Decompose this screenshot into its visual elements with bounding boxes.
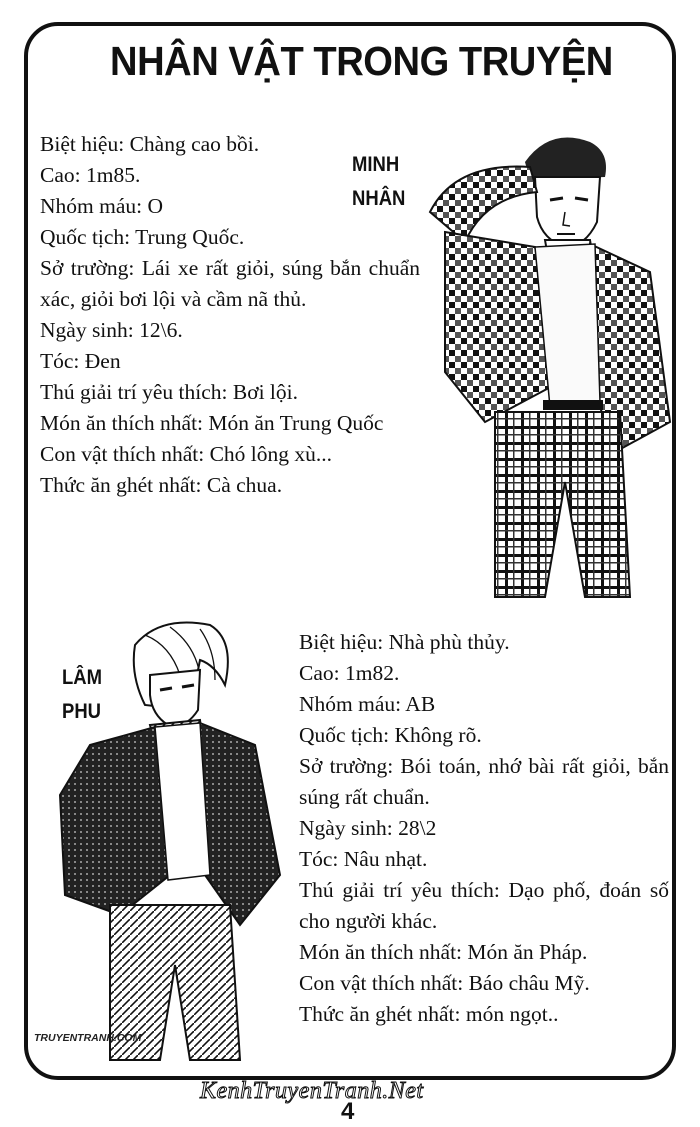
- c2-birthday: Ngày sinh: 28\2: [299, 816, 437, 840]
- c1-hobby: Thú giải trí yêu thích: Bơi lội.: [40, 380, 298, 404]
- c2-favorite-animal: Con vật thích nhất: Báo châu Mỹ.: [299, 971, 590, 995]
- c1-favorite-food: Món ăn thích nhất: Món ăn Trung Quốc: [40, 411, 384, 435]
- c2-strengths: Sở trường: Bói toán, nhớ bài rất giỏi, bắn súng rất chuẩn.: [299, 754, 669, 809]
- c2-hobby: Thú giải trí yêu thích: Dạo phố, đoán số cho người khác.: [299, 878, 669, 933]
- c1-name-line2: NHÂN: [352, 187, 406, 210]
- c2-nationality: Quốc tịch: Không rõ.: [299, 723, 482, 747]
- c2-name-line2: PHU: [62, 700, 102, 723]
- c2-disliked-food: Thức ăn ghét nhất: món ngọt..: [299, 1002, 559, 1026]
- c1-name-line1: MINH: [352, 153, 400, 176]
- c2-hair: Tóc: Nâu nhạt.: [299, 847, 428, 871]
- watermark-small: TRUYENTRANH.COM: [34, 1032, 142, 1044]
- character2-illustration: [50, 615, 290, 1065]
- c1-hair: Tóc: Đen: [40, 349, 121, 373]
- watermark-large: KenhTruyenTranh.Net: [200, 1078, 424, 1104]
- c1-disliked-food: Thức ăn ghét nhất: Cà chua.: [40, 473, 283, 497]
- character2-info: [299, 627, 669, 1030]
- c1-blood-type: Nhóm máu: O: [40, 194, 164, 218]
- c2-height: Cao: 1m82.: [299, 661, 400, 685]
- c1-nationality: Quốc tịch: Trung Quốc.: [40, 225, 245, 249]
- c1-strengths: Sở trường: Lái xe rất giỏi, súng bắn chuẩn xác, giỏi bơi lội và cầm nã thủ.: [40, 256, 420, 311]
- page-number: 4: [341, 1098, 355, 1125]
- c1-birthday: Ngày sinh: 12\6.: [40, 318, 183, 342]
- c2-nickname: Biệt hiệu: Nhà phù thủy.: [299, 630, 510, 654]
- character1-name: [352, 148, 405, 216]
- c1-nickname: Biệt hiệu: Chàng cao bồi.: [40, 132, 260, 156]
- c2-blood-type: Nhóm máu: AB: [299, 692, 436, 716]
- character1-illustration: [425, 122, 675, 602]
- c2-favorite-food: Món ăn thích nhất: Món ăn Pháp.: [299, 940, 588, 964]
- c1-height: Cao: 1m85.: [40, 163, 141, 187]
- c2-name-line1: LÂM: [62, 666, 103, 689]
- page-title: NHÂN VẬT TRONG TRUYỆN: [110, 38, 613, 84]
- c1-favorite-animal: Con vật thích nhất: Chó lông xù...: [40, 442, 333, 466]
